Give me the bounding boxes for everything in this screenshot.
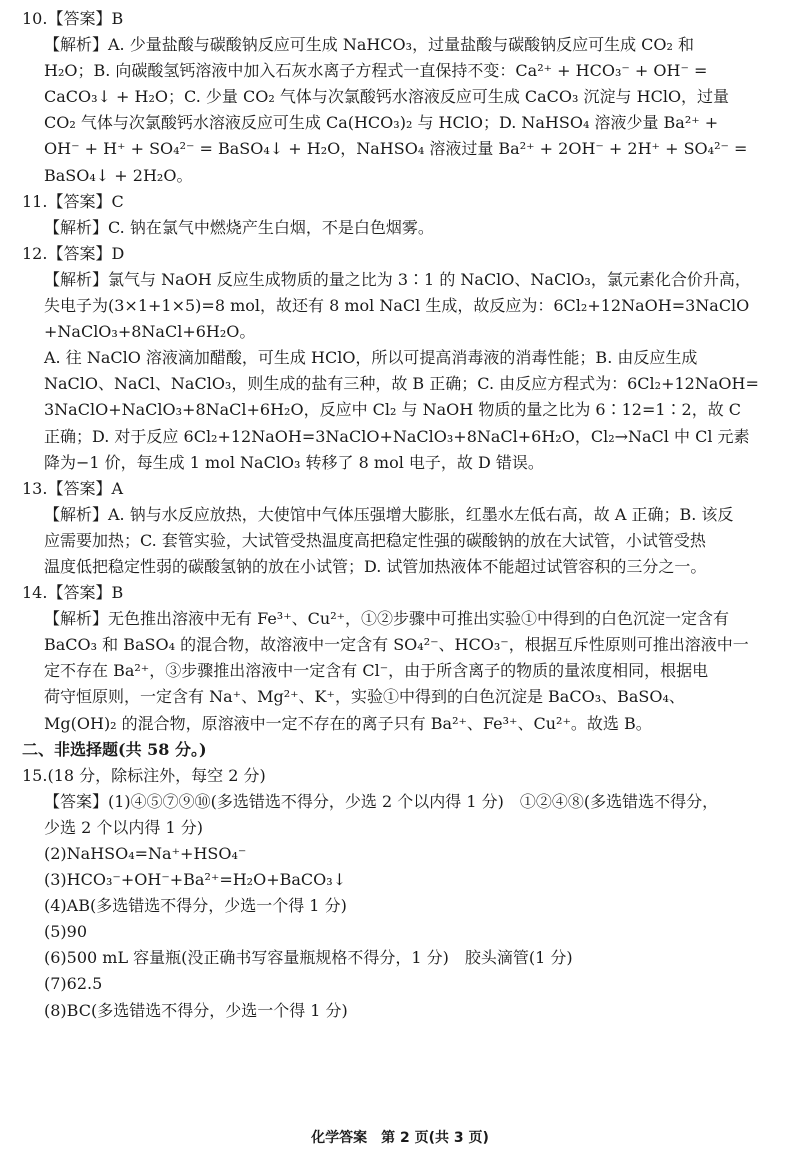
q15-answer-line: (5)90: [44, 922, 88, 942]
page-footer: 化学答案 第 2 页(共 3 页): [311, 1130, 489, 1146]
q14-explanation-line: Mg(OH)₂ 的混合物，原溶液中一定不存在的离子只有 Ba²⁺、Fe³⁺、Cu²⁺。故选 B。: [44, 713, 652, 733]
q14-explanation-line: 荷守恒原则，一定含有 Na⁺、Mg²⁺、K⁺，实验①中得到的白色沉淀是 BaCO₃、BaSO₄、: [44, 687, 685, 707]
q15-answer-line: (6)500 mL 容量瓶(没正确书写容量瓶规格不得分，1 分) 胶头滴管(1 分): [44, 948, 573, 968]
q15-answer-line: (4)AB(多选错选不得分，少选一个得 1 分): [44, 896, 347, 916]
q12-explanation-line: 【解析】氯气与 NaOH 反应生成物质的量之比为 3∶1 的 NaClO、NaClO₃，氯元素化合价升高，: [44, 269, 751, 289]
q12-explanation-line: A. 往 NaClO 溶液滴加醋酸，可生成 HClO，所以可提高消毒液的消毒性能；B. 由反应生成: [44, 348, 698, 368]
q10-explanation-line: 【解析】A. 少量盐酸与碳酸钠反应可生成 NaHCO₃，过量盐酸与碳酸钠反应可生成 CO₂ 和: [44, 35, 695, 55]
q12-answer-line: 12.【答案】D: [22, 243, 125, 263]
q15-answer-line: 少选 2 个以内得 1 分): [44, 817, 203, 837]
q13-explanation-line: 应需要加热；C. 套管实验，大试管受热温度高把稳定性强的碳酸钠的放在大试管，小试管受热: [44, 530, 706, 550]
q10-explanation-line: BaSO₄↓ + 2H₂O。: [44, 165, 193, 185]
q13-explanation-line: 【解析】A. 钠与水反应放热，大使馆中气体压强增大膨胀，红墨水左低右高，故 A 正确；B. 该反: [44, 504, 734, 524]
q13-explanation-line: 温度低把稳定性弱的碳酸氢钠的放在小试管；D. 试管加热液体不能超过试管容积的三分之一。: [44, 556, 707, 576]
q14-answer-line: 14.【答案】B: [22, 583, 124, 603]
q15-answer-line: (8)BC(多选错选不得分，少选一个得 1 分): [44, 1000, 348, 1020]
q12-explanation-line: 降为−1 价，每生成 1 mol NaClO₃ 转移了 8 mol 电子，故 D 错误。: [44, 452, 544, 472]
q15-answer-line: 【答案】(1)④⑤⑦⑨⑩(多选错选不得分，少选 2 个以内得 1 分) ①②④⑧(多选错选不得分，: [44, 791, 719, 811]
q11-explanation-line: 【解析】C. 钠在氯气中燃烧产生白烟，不是白色烟雾。: [44, 217, 434, 237]
q10-explanation-line: H₂O；B. 向碳酸氢钙溶液中加入石灰水离子方程式一直保持不变：Ca²⁺ + HCO₃⁻ + OH⁻ =: [44, 61, 708, 81]
q15-heading-line: 15.(18 分，除标注外，每空 2 分): [22, 765, 266, 785]
q12-explanation-line: +NaClO₃+8NaCl+6H₂O。: [44, 322, 256, 342]
q15-answer-line: (3)HCO₃⁻+OH⁻+Ba²⁺=H₂O+BaCO₃↓: [44, 870, 347, 890]
q11-answer-line: 11.【答案】C: [22, 191, 124, 211]
q12-explanation-line: 正确；D. 对于反应 6Cl₂+12NaOH=3NaClO+NaClO₃+8NaCl+6H₂O，Cl₂→NaCl 中 Cl 元素: [44, 426, 750, 446]
q14-explanation-line: 【解析】无色推出溶液中无有 Fe³⁺、Cu²⁺，①②步骤中可推出实验①中得到的白色沉淀一定含有: [44, 609, 730, 629]
q10-explanation-line: CaCO₃↓ + H₂O；C. 少量 CO₂ 气体与次氯酸钙水溶液反应可生成 CaCO₃ 沉淀与 HClO，过量: [44, 87, 730, 107]
q15-answer-line: (7)62.5: [44, 974, 103, 994]
q12-explanation-line: 失电子为(3×1+1×5)=8 mol，故还有 8 mol NaCl 生成，故反应为：6Cl₂+12NaOH=3NaClO: [44, 296, 750, 316]
q14-explanation-line: BaCO₃ 和 BaSO₄ 的混合物，故溶液中一定含有 SO₄²⁻、HCO₃⁻，根据互斥性原则可推出溶液中一: [44, 635, 749, 655]
section-heading: 二、非选择题(共 58 分。): [22, 739, 207, 759]
q13-answer-line: 13.【答案】A: [22, 478, 124, 498]
q12-explanation-line: NaClO、NaCl、NaClO₃，则生成的盐有三种，故 B 正确；C. 由反应方程式为：6Cl₂+12NaOH=: [44, 374, 759, 394]
q15-answer-line: (2)NaHSO₄=Na⁺+HSO₄⁻: [44, 844, 247, 863]
q10-explanation-line: CO₂ 气体与次氯酸钙水溶液反应可生成 Ca(HCO₃)₂ 与 HClO；D. NaHSO₄ 溶液少量 Ba²⁺ +: [44, 113, 719, 133]
q10-answer-line: 10.【答案】B: [22, 9, 124, 28]
q10-explanation-line: OH⁻ + H⁺ + SO₄²⁻ = BaSO₄↓ + H₂O，NaHSO₄ 溶液过量 Ba²⁺ + 2OH⁻ + 2H⁺ + SO₄²⁻ =: [44, 139, 748, 159]
q14-explanation-line: 定不存在 Ba²⁺，③步骤推出溶液中一定含有 Cl⁻，由于所含离子的物质的量浓度相同，根据电: [44, 661, 709, 681]
q12-explanation-line: 3NaClO+NaClO₃+8NaCl+6H₂O，反应中 Cl₂ 与 NaOH 物质的量之比为 6∶12=1∶2，故 C: [44, 400, 742, 420]
